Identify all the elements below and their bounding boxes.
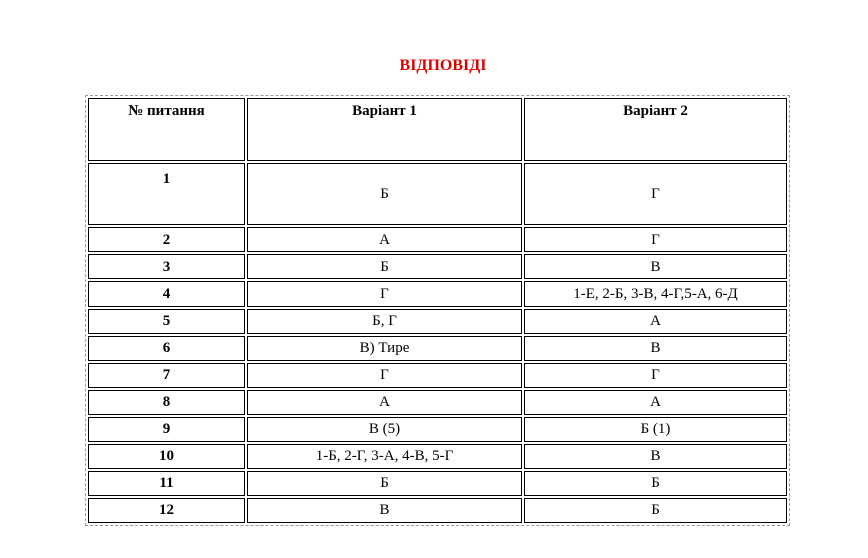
table-row	[88, 281, 787, 306]
table-header-row	[88, 98, 787, 161]
table-row	[88, 227, 787, 252]
table-row	[88, 309, 787, 334]
header-variant-1: Варіант 1	[247, 98, 522, 161]
variant-1-answer: В (5)	[247, 417, 522, 442]
variant-1-answer: Б	[247, 163, 522, 226]
variant-1-answer: А	[247, 390, 522, 415]
variant-2-answer: Б	[524, 471, 787, 496]
question-number: 2	[88, 227, 245, 252]
question-number: 1	[88, 163, 245, 226]
variant-2-answer: Б	[524, 498, 787, 523]
question-number: 12	[88, 498, 245, 523]
header-variant-2: Варіант 2	[524, 98, 787, 161]
table-row	[88, 254, 787, 279]
question-number: 5	[88, 309, 245, 334]
variant-1-answer: Г	[247, 281, 522, 306]
header-question-number: № питання	[88, 98, 245, 161]
variant-1-answer: 1-Б, 2-Г, 3-А, 4-В, 5-Г	[247, 444, 522, 469]
question-number: 11	[88, 471, 245, 496]
table-row	[88, 498, 787, 523]
question-number: 8	[88, 390, 245, 415]
variant-2-answer: В	[524, 444, 787, 469]
variant-2-answer: Г	[524, 163, 787, 226]
table-row	[88, 163, 787, 226]
variant-1-answer: Б, Г	[247, 309, 522, 334]
table-row	[88, 390, 787, 415]
variant-2-answer: Г	[524, 227, 787, 252]
table-row	[88, 417, 787, 442]
variant-1-answer: Г	[247, 363, 522, 388]
variant-2-answer: А	[524, 309, 787, 334]
question-number: 3	[88, 254, 245, 279]
answers-table	[85, 95, 790, 526]
variant-1-answer: В) Тире	[247, 336, 522, 361]
variant-2-answer: В	[524, 336, 787, 361]
table-row	[88, 444, 787, 469]
table-row	[88, 363, 787, 388]
question-number: 7	[88, 363, 245, 388]
variant-2-answer: Б (1)	[524, 417, 787, 442]
question-number: 6	[88, 336, 245, 361]
question-number: 4	[88, 281, 245, 306]
question-number: 9	[88, 417, 245, 442]
variant-1-answer: А	[247, 227, 522, 252]
variant-2-answer: В	[524, 254, 787, 279]
variant-2-answer: Г	[524, 363, 787, 388]
variant-2-answer: А	[524, 390, 787, 415]
table-row	[88, 336, 787, 361]
question-number: 10	[88, 444, 245, 469]
variant-2-answer: 1-Е, 2-Б, 3-В, 4-Г,5-А, 6-Д	[524, 281, 787, 306]
variant-1-answer: Б	[247, 254, 522, 279]
variant-1-answer: Б	[247, 471, 522, 496]
variant-1-answer: В	[247, 498, 522, 523]
table-row	[88, 471, 787, 496]
page-title: ВІДПОВІДІ	[399, 57, 487, 74]
